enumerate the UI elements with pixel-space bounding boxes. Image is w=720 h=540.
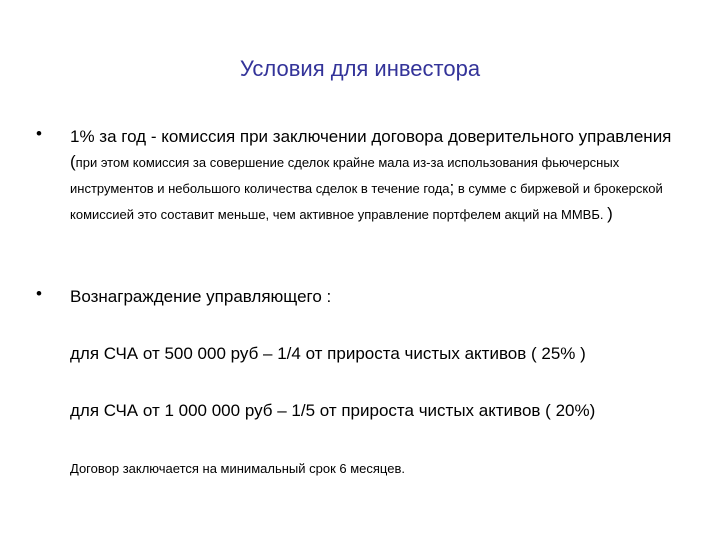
bullet-dot-icon: •	[36, 284, 42, 303]
commission-close-paren: )	[607, 204, 613, 223]
bullet-commission	[36, 124, 686, 227]
commission-main-text: 1% за год - комиссия при заключении договора доверительного управления (	[70, 127, 672, 171]
commission-note-part1: при этом комиссия за совершение сделок крайне мала из-за использования фьючерсных инструментов и небольшого количества сделок в течение года	[70, 155, 620, 196]
commission-semicolon: ;	[449, 178, 455, 197]
reward-tier-500k: для СЧА от 500 000 руб – 1/4 от прироста чистых активов ( 25% )	[70, 344, 586, 363]
reward-tier-1m: для СЧА от 1 000 000 руб – 1/5 от прироста чистых активов ( 20%)	[70, 401, 596, 420]
bullet-dot-icon: •	[36, 124, 42, 143]
commission-text	[70, 124, 686, 227]
slide-title: Условия для инвестора	[239, 56, 481, 81]
reward-heading: Вознаграждение управляющего :	[70, 287, 332, 306]
commission-note-part2: в сумме с биржевой и брокерской комиссией это составит меньше, чем активное управление портфелем акций на ММВБ.	[70, 181, 663, 222]
contract-term-note: Договор заключается на минимальный срок 6 месяцев.	[70, 461, 405, 476]
bullet-reward	[36, 284, 686, 309]
